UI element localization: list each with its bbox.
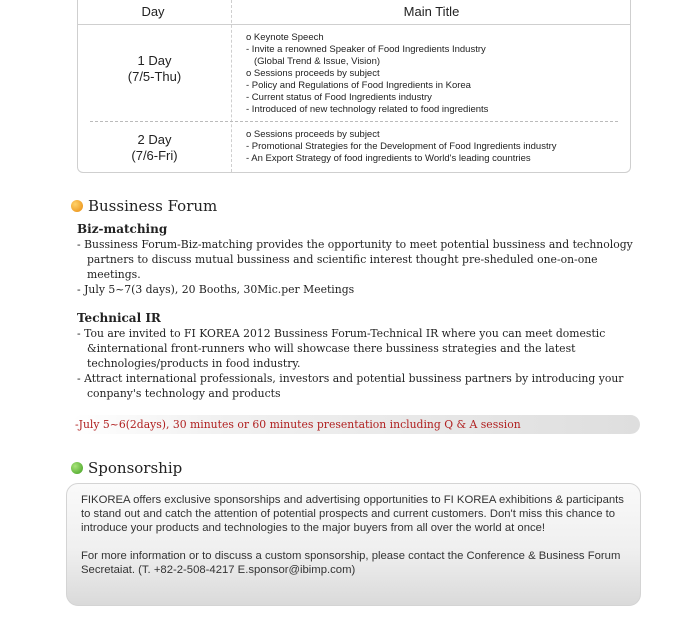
column-divider — [231, 0, 232, 172]
orange-bullet-icon — [71, 200, 83, 212]
technical-ir-body — [77, 326, 647, 401]
list-item: o Sessions proceeds by subject — [246, 129, 380, 140]
forum-title: Bussiness Forum — [88, 197, 218, 215]
day-2-items — [246, 129, 626, 165]
list-item: (Global Trend & Issue, Vision) — [254, 56, 381, 67]
technical-ir-heading: Technical IR — [77, 311, 161, 325]
biz-matching-heading: Biz-matching — [77, 222, 168, 236]
sponsorship-title: Sponsorship — [88, 459, 183, 477]
day-1-label: 1 Day — [137, 53, 172, 68]
list-item: - Bussiness Forum-Biz-matching provides the opportunity to meet potential bussiness and technology partners to discuss mutual bussiness and scientific interest thought pre-sheduled one-on-one meetings. — [77, 238, 633, 281]
list-item: - Introduced of new technology related to food ingredients — [246, 104, 489, 115]
list-item: o Keynote Speech — [246, 32, 324, 43]
header-day: Day — [141, 4, 165, 19]
day-1-date: (7/5-Thu) — [127, 69, 182, 84]
list-item: - Current status of Food Ingredients industry — [246, 92, 432, 103]
forum-heading — [71, 197, 217, 215]
session-note: -July 5~6(2days), 30 minutes or 60 minutes presentation including Q & A session — [72, 415, 640, 434]
day-2-label: 2 Day — [137, 132, 172, 147]
biz-matching-body — [77, 237, 647, 297]
table-header — [78, 0, 630, 25]
header-main-title: Main Title — [403, 4, 460, 19]
list-item: - Tou are invited to FI KOREA 2012 Bussiness Forum-Technical IR where you can meet domestic &international front-runners who will showcase there bussiness strategies and the latest technologies/products in food industry. — [77, 327, 606, 370]
day-1-items — [246, 32, 626, 116]
row-divider — [90, 121, 618, 122]
green-bullet-icon — [71, 462, 83, 474]
list-item: - Policy and Regulations of Food Ingredients in Korea — [246, 80, 471, 91]
list-item: - An Export Strategy of food ingredients to World's leading countries — [246, 153, 531, 164]
list-item: - Promotional Strategies for the Development of Food Ingredients industry — [246, 141, 557, 152]
sponsorship-box — [66, 483, 641, 606]
list-item: - July 5~7(3 days), 20 Booths, 30Mic.per Meetings — [77, 283, 355, 296]
list-item: - Invite a renowned Speaker of Food Ingredients Industry — [246, 44, 486, 55]
schedule-table — [77, 0, 631, 173]
day-1-cell — [78, 53, 231, 85]
list-item: - Attract international professionals, investors and potential bussiness partners by introducing your conpany's technology and products — [77, 372, 624, 400]
day-2-cell — [78, 132, 231, 164]
sponsorship-paragraph-2: For more information or to discuss a custom sponsorship, please contact the Conference & Business Forum Secretaiat. (T. +82-2-508-4217 E.sponsor@ibimp.com) — [81, 550, 621, 576]
day-2-date: (7/6-Fri) — [131, 148, 178, 163]
sponsorship-heading — [71, 459, 182, 477]
sponsorship-paragraph-1: FIKOREA offers exclusive sponsorships and advertising opportunities to FI KOREA exhibitions & participants to stand out and catch the attention of potential prospects and current customers. Don't miss this chance to introduce your products and technologies to the major buyers from all over the world at once! — [81, 494, 624, 534]
list-item: o Sessions proceeds by subject — [246, 68, 380, 79]
